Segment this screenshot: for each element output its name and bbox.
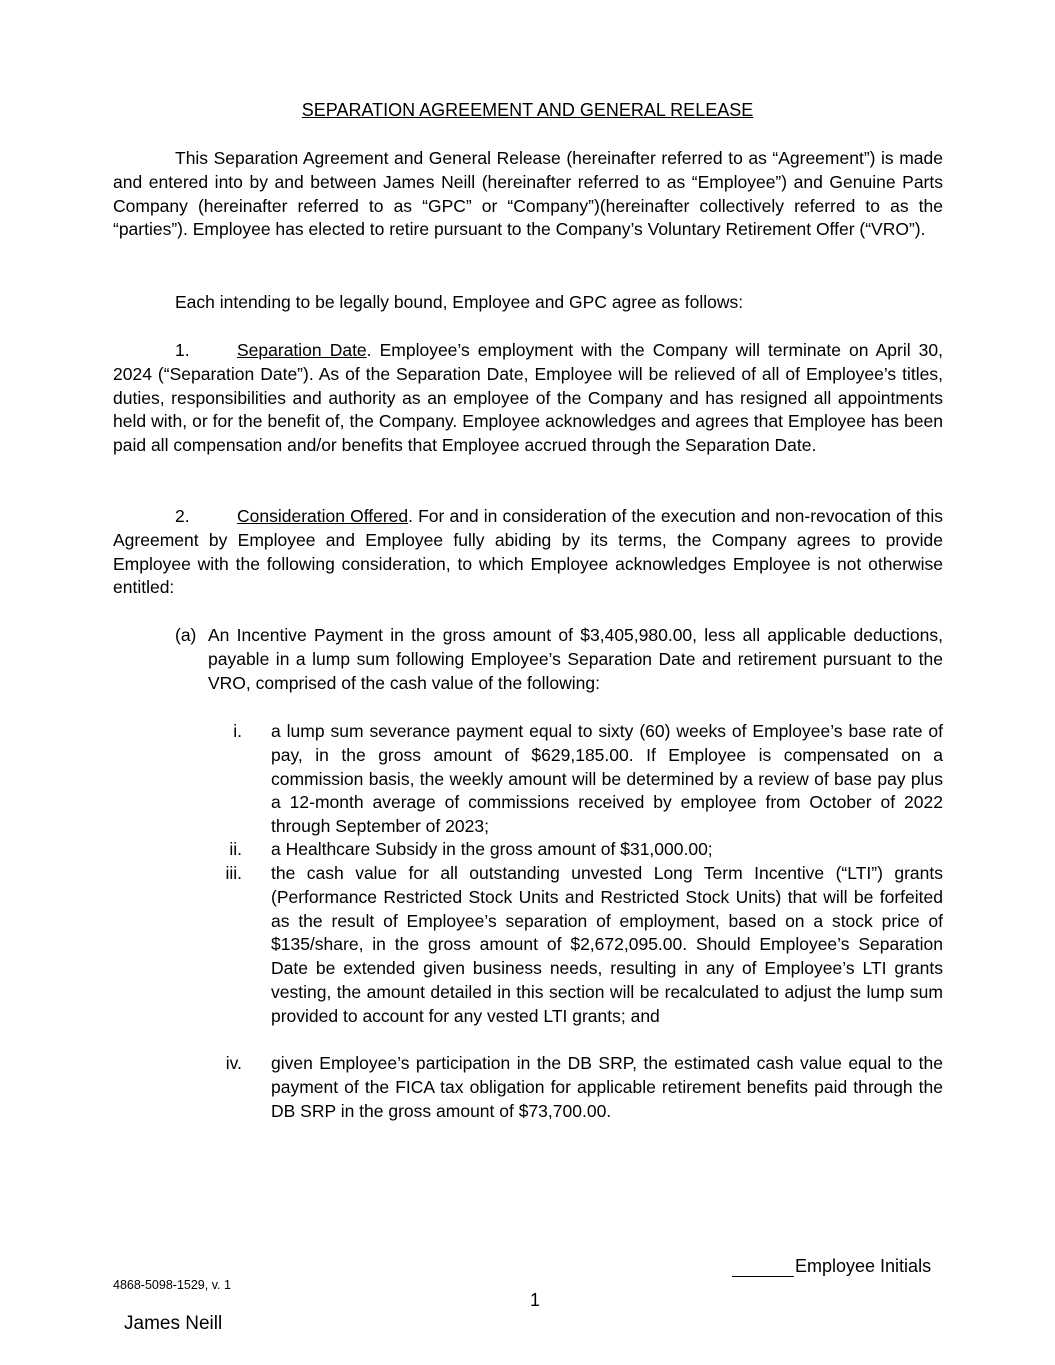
roman-ii-text: a Healthcare Subsidy in the gross amount of $31,000.00; xyxy=(271,839,713,859)
item-a-text: An Incentive Payment in the gross amount of $3,405,980.00, less all applicable deductions, payable in a lump sum following Employee’s Separation Date and retirement pursuant to the VRO, comprised of the cash value of the following: xyxy=(208,625,943,693)
roman-ii-label: ii. xyxy=(229,839,242,859)
document-title: SEPARATION AGREEMENT AND GENERAL RELEASE xyxy=(301,100,754,120)
section-2-heading: Consideration Offered xyxy=(237,506,409,526)
section-1-number: 1. xyxy=(175,340,190,360)
employee-initials xyxy=(732,1256,931,1277)
section-2-text: . For and in consideration of the execution and non-revocation of this Agreement by Employee and Employee fully abiding by its terms, the Company agrees to provide Employee with the following consideration, to which Employee acknowledges Employee is not otherwise entitled: xyxy=(113,506,943,598)
roman-iii-label: iii. xyxy=(225,863,242,883)
section-1-paragraph xyxy=(113,339,943,458)
roman-iii-text: the cash value for all outstanding unvested Long Term Incentive (“LTI”) grants (Performance Restricted Stock Units and Restricted Stock Units) that will be forfeited as the result of Employee’s separation of employment, based on a stock price of $135/share, in the gross amount of $2,672,095.00. Should Employee’s Separation Date be extended given business needs, resulting in any of Employee’s LTI grants vesting, the amount detailed in this section will be recalculated to adjust the lump sum provided to account for any vested LTI grants; and xyxy=(271,863,943,1026)
section-1-text: . Employee’s employment with the Company will terminate on April 30, 2024 (“Separation Date”). As of the Separation Date, Employee will be relieved of all of Employee’s titles, duties, responsibilities and authority as an employee of the Company and has resigned all appointments held with, or for the benefit of, the Company. Employee acknowledges and agrees that Employee has been paid all compensation and/or benefits that Employee accrued through the Separation Date. xyxy=(113,340,943,456)
initials-blank-line xyxy=(732,1258,794,1277)
intro-paragraph: This Separation Agreement and General Release (hereinafter referred to as “Agreement”) is made and entered into by and between James Neill (hereinafter referred to as “Employee”) and Genuine Parts Company (hereinafter referred to as “GPC” or “Company”)(hereinafter collectively referred to as the “parties”). Employee has elected to retire pursuant to the Company’s Voluntary Retirement Offer (“VRO”). xyxy=(113,148,943,240)
roman-i-text: a lump sum severance payment equal to sixty (60) weeks of Employee’s base rate of pay, in the gross amount of $629,185.00. If Employee is compensated on a commission basis, the weekly amount will be determined by a review of base pay plus a 12-month average of commissions received by employee from October of 2022 through September of 2023; xyxy=(271,721,943,837)
section-2-paragraph xyxy=(113,505,943,600)
roman-iv-text: given Employee’s participation in the DB SRP, the estimated cash value equal to the payment of the FICA tax obligation for applicable retirement benefits paid through the DB SRP in the gross amount of $73,700.00. xyxy=(271,1053,943,1121)
section-2-number: 2. xyxy=(175,506,190,526)
page-number: 1 xyxy=(529,1290,540,1310)
roman-i-label: i. xyxy=(233,721,242,741)
section-1-heading: Separation Date xyxy=(237,340,367,360)
document-id: 4868-5098-1529, v. 1 xyxy=(113,1278,231,1292)
footer-name: James Neill xyxy=(124,1313,223,1334)
agree-paragraph: Each intending to be legally bound, Employee and GPC agree as follows: xyxy=(175,292,744,312)
roman-iv-label: iv. xyxy=(225,1053,242,1073)
item-a-label: (a) xyxy=(175,625,197,645)
initials-label: Employee Initials xyxy=(795,1256,932,1276)
